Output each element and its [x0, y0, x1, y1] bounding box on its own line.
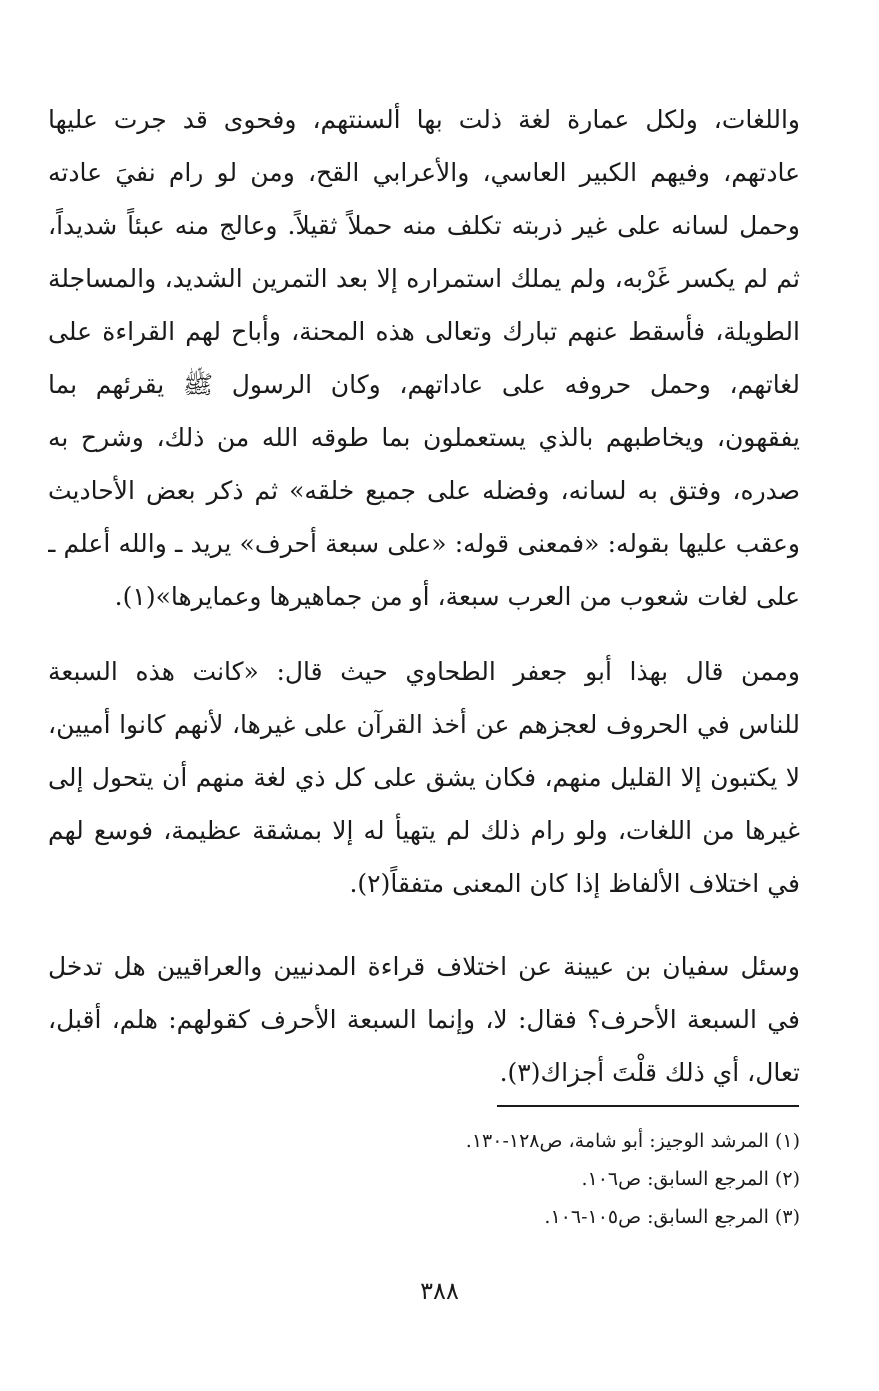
- text-line: وعقب عليها بقوله: «فمعنى قوله: «على سبعة أحرف» يريد ـ والله أعلم ـ: [48, 529, 800, 558]
- paragraph-1: [48, 93, 800, 623]
- footnote-1: (١) المرشد الوجيز: أبو شامة، ص١٢٨-١٣٠.: [465, 1130, 800, 1152]
- text-line: صدره، وفتق به لسانه، وفضله على جميع خلقه» ثم ذكر بعض الأحاديث: [48, 476, 800, 505]
- text-line: وممن قال بهذا أبو جعفر الطحاوي حيث قال: «كانت هذه السبعة: [48, 657, 800, 686]
- footnotes: [200, 1122, 800, 1236]
- footnote-3: (٣) المرجع السابق: ص١٠٥-١٠٦.: [544, 1206, 800, 1228]
- text-line: للناس في الحروف لعجزهم عن أخذ القرآن على غيرها، لأنهم كانوا أميين،: [48, 710, 800, 739]
- text-line: وحمل لسانه على غير ذربته تكلف منه حملاً ثقيلاً. وعالج منه عبئاً شديداً،: [48, 211, 800, 240]
- text-line: لغاتهم، وحمل حروفه على عاداتهم، وكان الرسول ﷺ يقرئهم بما: [48, 370, 800, 399]
- text-line: في السبعة الأحرف؟ فقال: لا، وإنما السبعة الأحرف كقولهم: هلم، أقبل،: [48, 1005, 800, 1034]
- footnote-divider: [497, 1105, 799, 1107]
- footnote-2: (٢) المرجع السابق: ص١٠٦.: [581, 1168, 800, 1190]
- text-line: الطويلة، فأسقط عنهم تبارك وتعالى هذه المحنة، وأباح لهم القراءة على: [48, 317, 800, 346]
- text-line: لا يكتبون إلا القليل منهم، فكان يشق على كل ذي لغة منهم أن يتحول إلى: [48, 763, 800, 792]
- page-number: ٣٨٨: [420, 1277, 459, 1305]
- text-line: واللغات، ولكل عمارة لغة ذلت بها ألسنتهم، وفحوى قد جرت عليها: [48, 105, 800, 134]
- paragraph-2: [48, 645, 800, 910]
- text-line: على لغات شعوب من العرب سبعة، أو من جماهيرها وعمايرها»(١).: [114, 582, 800, 611]
- text-line: غيرها من اللغات، ولو رام ذلك لم يتهيأ له إلا بمشقة عظيمة، فوسع لهم: [48, 816, 800, 845]
- paragraph-3: [48, 940, 800, 1099]
- text-line: وسئل سفيان بن عيينة عن اختلاف قراءة المدنيين والعراقيين هل تدخل: [48, 952, 800, 981]
- text-line: عادتهم، وفيهم الكبير العاسي، والأعرابي القح، ومن لو رام نفيَ عادته: [48, 158, 800, 187]
- text-line: يفقهون، ويخاطبهم بالذي يستعملون بما طوقه الله من ذلك، وشرح به: [48, 423, 800, 452]
- text-line: تعال، أي ذلك قلْتَ أجزاك(٣).: [499, 1058, 800, 1087]
- text-line: في اختلاف الألفاظ إذا كان المعنى متفقاً(٢).: [349, 869, 800, 898]
- text-line: ثم لم يكسر غَرْبه، ولم يملك استمراره إلا بعد التمرين الشديد، والمساجلة: [48, 264, 800, 293]
